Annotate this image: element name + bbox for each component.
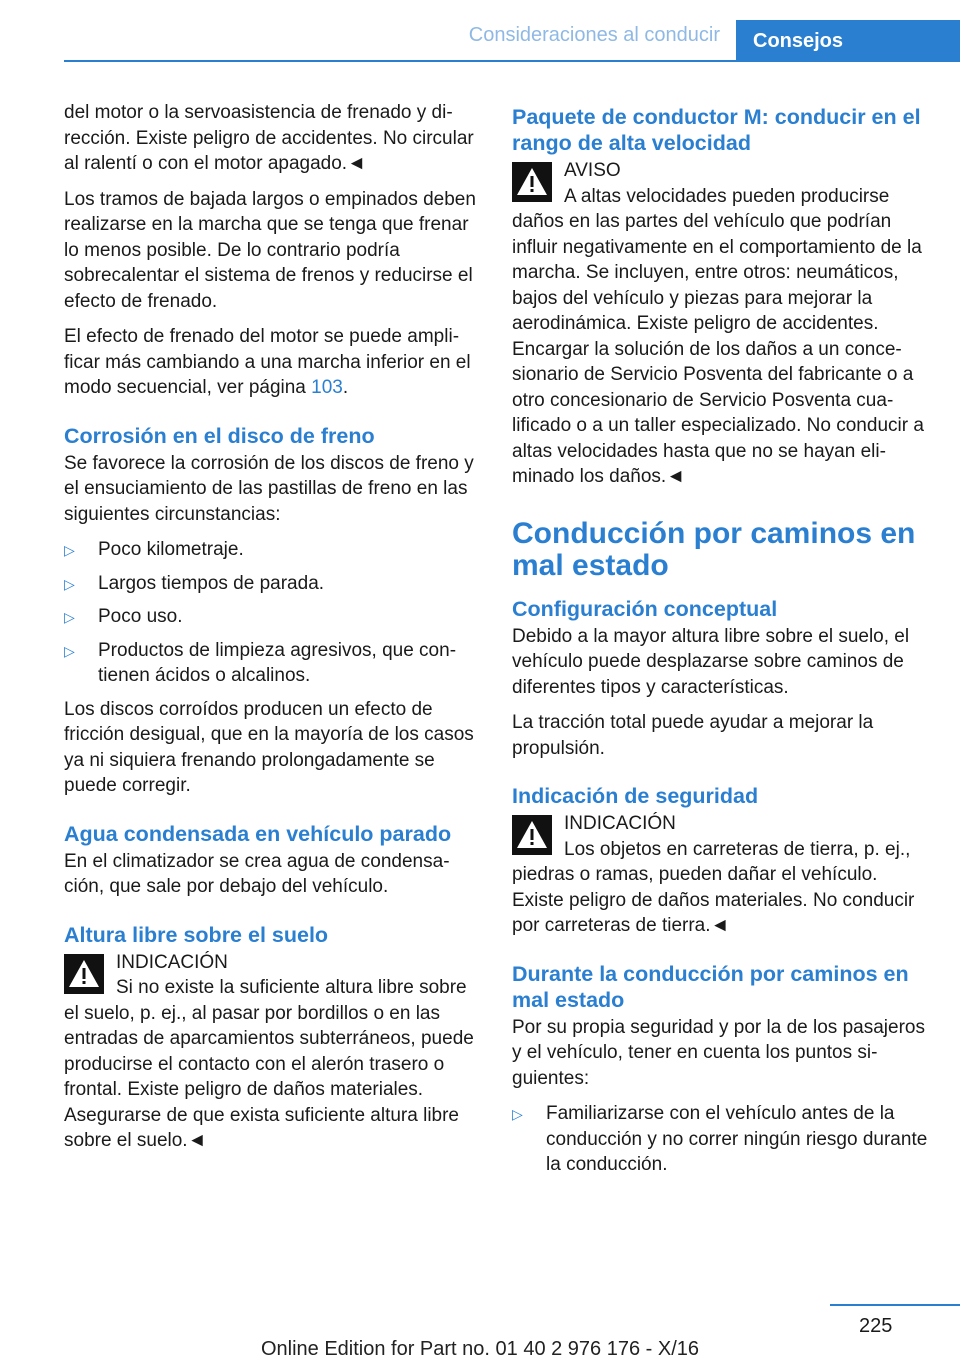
list-item xyxy=(512,1101,928,1178)
warning-triangle-icon xyxy=(512,162,552,202)
page-link[interactable]: 103 xyxy=(311,377,343,398)
paragraph: Los tramos de bajada largos o empinados deben realizarse en la marcha que se tenga que frenar lo menos posible. De lo contrario podría sobrecalentar el sistema de frenos y reducirse el efecto de frenado. xyxy=(64,188,476,312)
heading-ground-clearance: Altura libre sobre el suelo xyxy=(64,922,329,947)
paragraph-text: El efecto de frenado del motor se puede amplificar más cambiando a una marcha inferior en el modo secuencial, ver página xyxy=(64,326,471,398)
triangle-bullet-icon: ▷ xyxy=(64,642,75,659)
triangle-bullet-icon: ▷ xyxy=(64,575,75,592)
notice-label: INDICACIÓN xyxy=(116,951,228,973)
warning-text: A altas velocidades pueden producirse daños en las partes del vehículo que podrían influir negativamente en el comportamiento de la marcha. Se incluyen, entre otros: neumáticos, bajos del vehículo y piezas para mejorar la aerodinámica. Existe peligro de accidentes. Encargar la solución de los daños a un concesionario de Servicio Posventa del fabricante o a otro concesionario de Servicio Posventa cualificado o a un taller especializado. No conducir a altas velocidades hasta que no se hayan eliminado los daños.◄ xyxy=(512,185,924,487)
paragraph: En el climatizador se crea agua de condensación, que sale por debajo del vehículo. xyxy=(64,850,450,897)
heading-condensed-water: Agua condensada en vehículo parado xyxy=(64,821,452,846)
right-column xyxy=(512,100,928,1186)
list-item-text: Poco uso. xyxy=(98,606,183,627)
paragraph: Los discos corroídos producen un efecto de fricción desigual, que en la mayoría de los casos ya ni siquiera frenando prolongadamente se puede corregir. xyxy=(64,698,474,796)
paragraph: Se favorece la corrosión de los discos de freno y el ensuciamiento de las pastillas de freno en las siguientes circunstancias: xyxy=(64,452,474,525)
paragraph: Debido a la mayor altura libre sobre el suelo, el vehículo puede desplazarse sobre caminos de diferentes tipos y características. xyxy=(512,625,910,698)
page-number: 225 xyxy=(859,1315,893,1337)
header-chapter-tab: Consejos xyxy=(736,20,960,60)
paragraph: Por su propia seguridad y por la de los pasajeros y el vehículo, tener en cuenta los puntos siguientes: xyxy=(512,1016,925,1089)
header-rule xyxy=(64,60,960,62)
heading-during-driving: Durante la conducción por caminos en mal estado xyxy=(512,961,909,1012)
header-section-title: Consideraciones al conducir xyxy=(468,24,720,46)
edition-footer: Online Edition for Part no. 01 40 2 976 176 - X/16 xyxy=(260,1338,700,1360)
list-item xyxy=(64,604,482,630)
list-item xyxy=(64,537,482,563)
triangle-bullet-icon: ▷ xyxy=(64,609,75,625)
paragraph: La tracción total puede ayudar a mejorar la propulsión. xyxy=(512,712,874,759)
triangle-bullet-icon: ▷ xyxy=(64,542,75,558)
notice-text: Los objetos en carreteras de tierra, p. ej., piedras o ramas, pueden dañar el vehículo. Existe peligro de daños materiales. No conducir por carreteras de tierra.◄ xyxy=(512,838,915,936)
warning-triangle-icon xyxy=(64,954,104,994)
list-item xyxy=(64,638,482,689)
triangle-bullet-icon: ▷ xyxy=(512,1106,523,1122)
notice-box xyxy=(64,950,482,1154)
notice-text: Si no existe la suficiente altura libre sobre el suelo, p. ej., al pasar por bordillos o en las entradas de aparcamientos subterráneos, puede producirse el contacto con el alerón trasero o frontal. Existe peligro de daños materiales. Asegurarse de que exista suficiente altura libre sobre el suelo.◄ xyxy=(64,977,474,1151)
heading-concept: Configuración conceptual xyxy=(512,596,778,621)
notice-box xyxy=(512,811,928,939)
bullet-list xyxy=(64,537,482,689)
bullet-list xyxy=(512,1101,928,1178)
notice-label: INDICACIÓN xyxy=(564,813,676,834)
heading-safety-notice: Indicación de seguridad xyxy=(512,784,759,808)
page-header xyxy=(0,0,960,62)
section-title-rough-roads: Conducción por caminos en mal estado xyxy=(512,516,916,582)
paragraph-text: . xyxy=(342,377,349,398)
paragraph xyxy=(64,324,482,401)
heading-corrosion: Corrosión en el disco de freno xyxy=(64,423,375,448)
warning-label: AVISO xyxy=(564,160,621,181)
warning-triangle-icon xyxy=(512,815,552,855)
footer-rule xyxy=(830,1304,960,1306)
warning-box xyxy=(512,158,928,490)
list-item-text: Familiarizarse con el vehículo antes de la conducción y no correr ningún riesgo durante la conducción. xyxy=(546,1103,928,1175)
list-item-text: Largos tiempos de parada. xyxy=(98,572,325,594)
list-item-text: Productos de limpieza agresivos, que contienen ácidos o alcalinos. xyxy=(98,639,457,686)
heading-m-driver-package: Paquete de conductor M: conducir en el rango de alta velocidad xyxy=(512,105,921,155)
list-item-text: Poco kilometraje. xyxy=(98,539,244,560)
left-column xyxy=(64,100,482,1164)
list-item xyxy=(64,571,482,597)
paragraph: del motor o la servoasistencia de frenado y dirección. Existe peligro de accidentes. No circular al ralentí o con el motor apagado.◄ xyxy=(64,102,474,174)
